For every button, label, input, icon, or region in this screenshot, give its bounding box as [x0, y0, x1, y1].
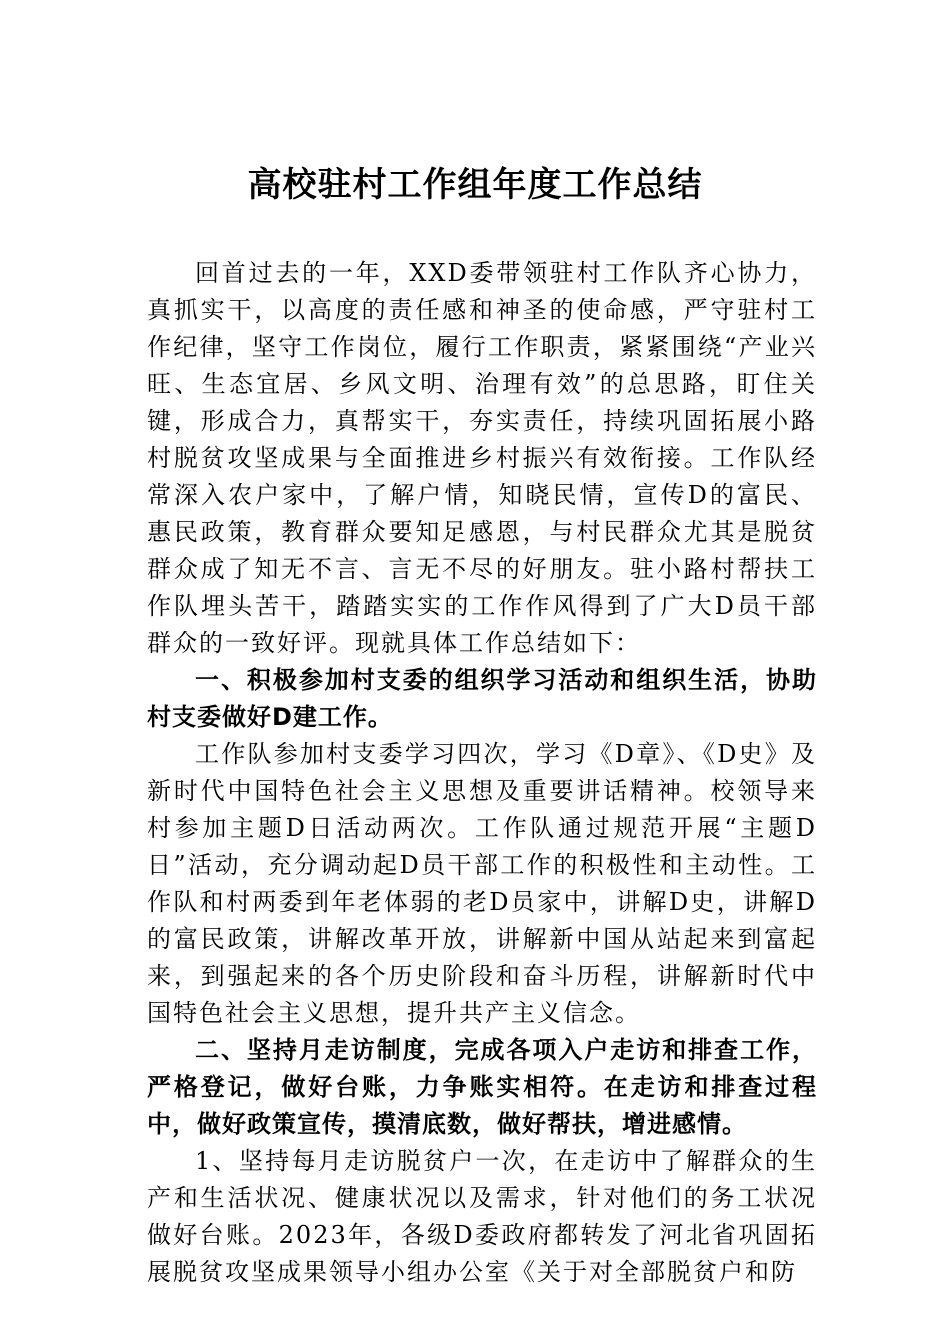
document-title: 高校驻村工作组年度工作总结 — [247, 165, 703, 205]
section-heading-1: 一、积极参加村支委的组织学习活动和组织生活，协助村支委做好D建工作。 — [147, 666, 817, 731]
section-heading-2: 二、坚持月走访制度，完成各项入户走访和排查工作，严格登记，做好台账，力争账实相符。在走访和排查过程中，做好政策宣传，摸清底数，做好帮扶，增进感情。 — [147, 1036, 817, 1138]
section-1-paragraph: 工作队参加村支委学习四次，学习《D章》、《D史》及新时代中国特色社会主义思想及重要讲话精神。校领导来村参加主题D日活动两次。工作队通过规范开展“主题D日”活动，充分调动起D员干部工作的积极性和主动性。工作队和村两委到年老体弱的老D员家中，讲解D史，讲解D的富民政策，讲解改革开放，讲解新中国从站起来到富起来，到强起来的各个历史阶段和奋斗历程，讲解新时代中国特色社会主义思想，提升共产主义信念。 — [147, 740, 817, 1027]
section-2-item-1-paragraph: 1、坚持每月走访脱贫户一次，在走访中了解群众的生产和生活状况、健康状况以及需求，针对他们的务工状况做好台账。2023年，各级D委政府都转发了河北省巩固拓展脱贫攻坚成果领导小组办公室《关于对全部脱贫户和防 — [147, 1147, 817, 1286]
document-body — [147, 255, 817, 1291]
intro-paragraph: 回首过去的一年，XXD委带领驻村工作队齐心协力，真抓实干，以高度的责任感和神圣的使命感，严守驻村工作纪律，坚守工作岗位，履行工作职责，紧紧围绕“产业兴旺、生态宜居、乡风文明、治理有效”的总思路，盯住关键，形成合力，真帮实干，夯实责任，持续巩固拓展小路村脱贫攻坚成果与全面推进乡村振兴有效衔接。工作队经常深入农户家中，了解户情，知晓民情，宣传D的富民、惠民政策，教育群众要知足感恩，与村民群众尤其是脱贫群众成了知无不言、言无不尽的好朋友。驻小路村帮扶工作队埋头苦干，踏踏实实的工作作风得到了广大D员干部群众的一致好评。现就具体工作总结如下： — [147, 259, 817, 657]
